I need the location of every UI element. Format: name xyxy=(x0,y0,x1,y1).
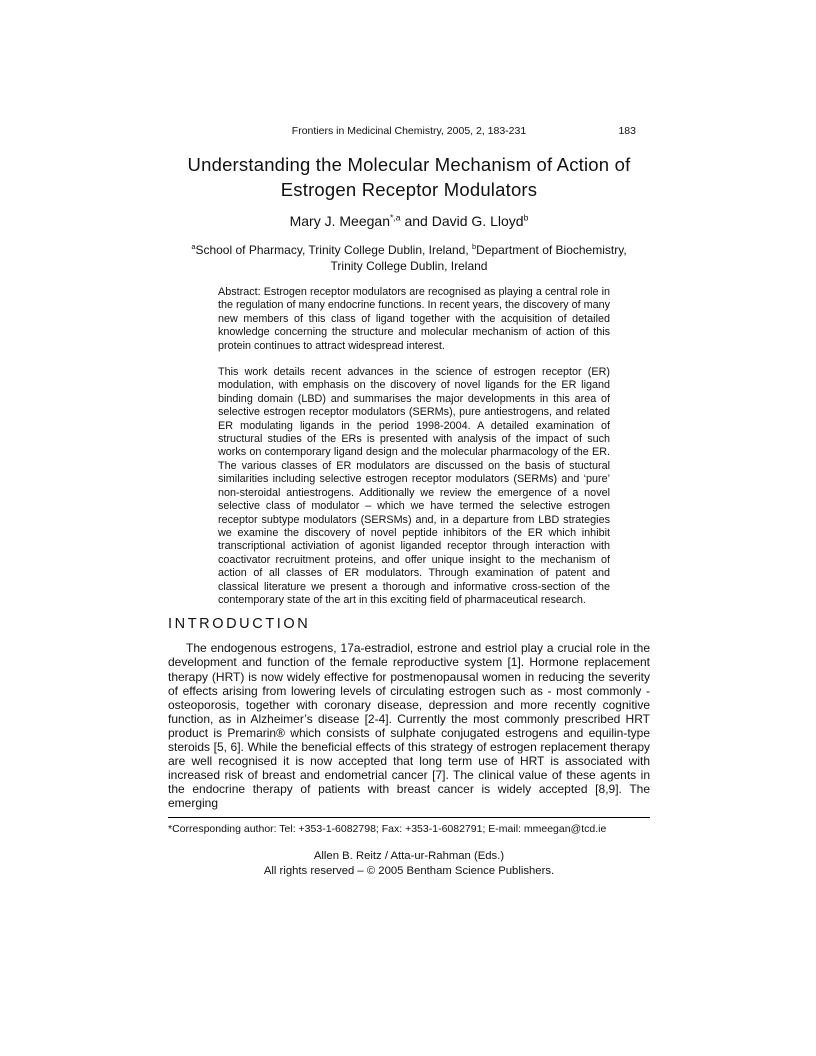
abstract-block xyxy=(218,286,610,607)
editors-line: Allen B. Reitz / Atta-ur-Rahman (Eds.) xyxy=(313,850,505,863)
author1-name: Mary J. Meegan xyxy=(289,213,390,229)
author2-name: David G. Lloyd xyxy=(431,213,524,229)
authors-connector: and xyxy=(400,213,432,229)
abstract-label: Abstract: xyxy=(218,286,261,298)
page-number: 183 xyxy=(618,125,636,137)
abstract-paragraph-1 xyxy=(218,286,610,353)
abstract-paragraph-2: This work details recent advances in the science of estrogen receptor (ER) modulation, with emphasis on the discovery of novel ligands for the ER ligand binding domain (LBD) and summarises the major developments in this area of selective estrogen receptor modulators (SERMs), pure antiestrogens, and related ER modulating ligands in the period 1998-2004. A detailed examination of structural studies of the ERs is presented with analysis of the impact of such works on contemporary ligand design and the molecular pharmacology of the ER. The various classes of ER modulators are discussed on the basis of stuctural similarities including selective estrogen receptor modulators (SERMs) and ‘pure’ non-steroidal antiestrogens. Additionally we review the emergence of a novel selective class of modulator – which we have termed the selective estrogen receptor subtype modulators (SERSMs) and, in a departure from LBD strategies we examine the discovery of novel peptide inhibitors of the ER which inhibit transcriptional activiation of agonist liganded receptor through interaction with coactivator recruitment proteins, and offer unique insight to the mechanism of action of all classes of ER modulators. Through examination of patent and classical literature we present a thorough and informative cross-section of the contemporary state of the art in this exciting field of pharmaceutical research. xyxy=(218,366,610,606)
authors-line xyxy=(168,213,650,230)
article-title-line1: Understanding the Molecular Mechanism of Action of xyxy=(187,154,631,175)
affiliation-sup-a: a xyxy=(191,242,196,251)
affiliation-line2: Trinity College Dublin, Ireland xyxy=(330,258,488,273)
publisher-footer xyxy=(168,849,650,878)
page-content-column xyxy=(168,125,650,878)
journal-reference: Frontiers in Medicinal Chemistry, 2005, 2, 183-231 xyxy=(291,125,527,137)
introduction-paragraph: The endogenous estrogens, 17a-estradiol, estrone and estriol play a crucial role in the development and function of the female reproductive system [1]. Hormone replacement therapy (HRT) is now widely effective for postmenopausal women in reducing the severity of effects arising from lowering levels of circulating estrogen such as - most commonly - osteoporosis, together with coronary disease, depression and more recently cognitive function, as in Alzheimer’s disease [2-4]. Currently the most commonly prescribed HRT product is Premarin® which consists of sulphate conjugated estrogens and equilin-type steroids [5, 6]. While the beneficial effects of this strategy of estrogen replacement therapy are well recognised it is now accepted that long term use of HRT is associated with increased risk of breast and endometrial cancer [7]. The clinical value of these agents in the endocrine therapy of patients with breast cancer is widely accepted [8,9]. The emerging xyxy=(168,641,650,811)
author1-superscript: *,a xyxy=(389,212,401,223)
affiliation-line1-part2: Department of Biochemistry, xyxy=(476,243,627,257)
affiliation-sup-b: b xyxy=(472,242,477,251)
introduction-heading: INTRODUCTION xyxy=(168,616,311,633)
article-title xyxy=(168,152,650,202)
affiliation-line1 xyxy=(168,243,650,259)
running-head xyxy=(168,125,650,139)
article-title-line2: Estrogen Receptor Modulators xyxy=(280,179,538,200)
footnote-divider-rule xyxy=(168,817,650,818)
affiliation-line1-part1: School of Pharmacy, Trinity College Dublin, Ireland, xyxy=(195,243,473,257)
abstract-paragraph-1-text: Estrogen receptor modulators are recognised as playing a central role in the regulation of many endocrine functions. In recent years, the discovery of many new members of this class of ligand together with the acquisition of detailed knowledge concerning the structure and molecular mechanism of action of this protein continues to attract widespread interest. xyxy=(218,286,610,352)
affiliation-block xyxy=(168,243,650,274)
rights-line: All rights reserved – © 2005 Bentham Science Publishers. xyxy=(263,864,555,877)
author2-superscript: b xyxy=(523,212,529,223)
corresponding-author-footnote: *Corresponding author: Tel: +353-1-6082798; Fax: +353-1-6082791; E-mail: mmeegan@tcd.ie xyxy=(168,823,607,836)
